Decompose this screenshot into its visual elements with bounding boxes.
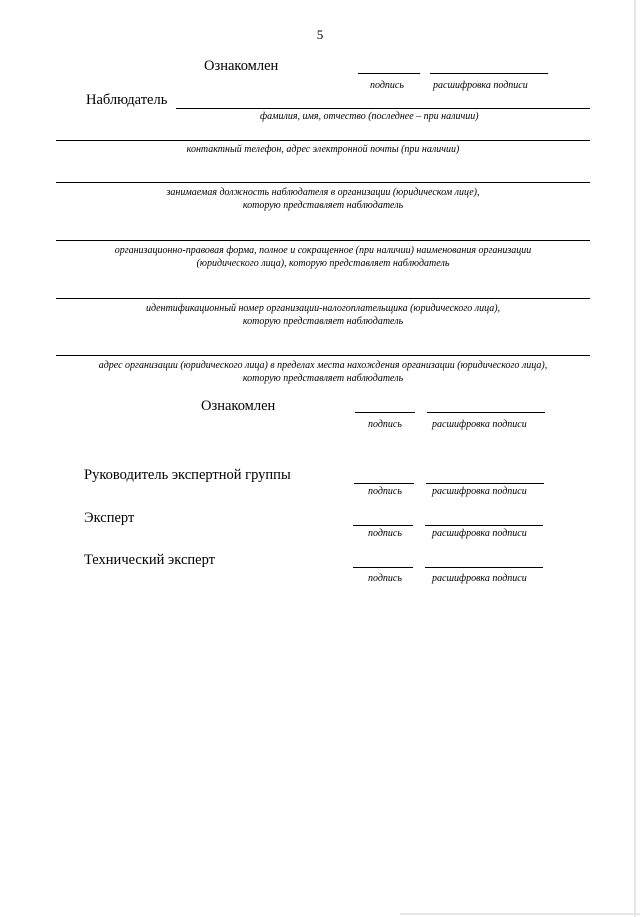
inn-hint-2: которую представляет наблюдатель — [242, 316, 404, 327]
signature-hint: подпись — [368, 419, 402, 430]
signature-hint: подпись — [368, 528, 402, 539]
head-expert-label: Руководитель экспертной группы — [84, 467, 291, 483]
signature-decode-line — [425, 567, 543, 568]
observer-label: Наблюдатель — [86, 92, 168, 108]
signature-decode-hint: расшифровка подписи — [432, 573, 527, 584]
observer-name-line — [176, 108, 590, 109]
signature-line — [353, 525, 413, 526]
inn-line — [56, 298, 590, 299]
position-line — [56, 182, 590, 183]
signature-decode-hint: расшифровка подписи — [432, 486, 527, 497]
address-hint-1: адрес организации (юридического лица) в пределах места нахождения организации (юридического лица), — [98, 360, 548, 371]
signature-decode-line — [426, 483, 544, 484]
signature-decode-line — [427, 412, 545, 413]
org-form-hint-2: (юридического лица), которую представляет наблюдатель — [196, 258, 450, 269]
signature-hint: подпись — [368, 486, 402, 497]
fio-hint: фамилия, имя, отчество (последнее – при наличии) — [260, 111, 479, 122]
scan-edge-bottom — [400, 913, 640, 915]
signature-decode-hint: расшифровка подписи — [432, 528, 527, 539]
acknowledged-label-2: Ознакомлен — [201, 398, 276, 414]
signature-decode-line — [425, 525, 543, 526]
position-hint-2: которую представляет наблюдатель — [242, 200, 404, 211]
acknowledged-label: Ознакомлен — [204, 58, 279, 74]
signature-hint: подпись — [368, 573, 402, 584]
address-line — [56, 355, 590, 356]
signature-decode-hint: расшифровка подписи — [432, 419, 527, 430]
signature-hint: подпись — [370, 80, 404, 91]
org-form-hint-1: организационно-правовая форма, полное и сокращенное (при наличии) наименования организации — [114, 245, 532, 256]
address-hint-2: которую представляет наблюдатель — [242, 373, 404, 384]
contact-hint: контактный телефон, адрес электронной почты (при наличии) — [186, 144, 460, 155]
signature-line — [355, 412, 415, 413]
contact-line — [56, 140, 590, 141]
expert-label: Эксперт — [84, 510, 135, 526]
signature-line — [354, 483, 414, 484]
tech-expert-label: Технический эксперт — [84, 552, 215, 568]
signature-decode-hint: расшифровка подписи — [433, 80, 528, 91]
org-form-line — [56, 240, 590, 241]
signature-line — [353, 567, 413, 568]
page-number: 5 — [316, 27, 324, 42]
position-hint-1: занимаемая должность наблюдателя в организации (юридическом лице), — [166, 187, 480, 198]
scan-edge-right — [634, 0, 636, 917]
signature-decode-line — [430, 73, 548, 74]
inn-hint-1: идентификационный номер организации-налогоплательщика (юридического лица), — [145, 303, 501, 314]
signature-line — [358, 73, 420, 74]
